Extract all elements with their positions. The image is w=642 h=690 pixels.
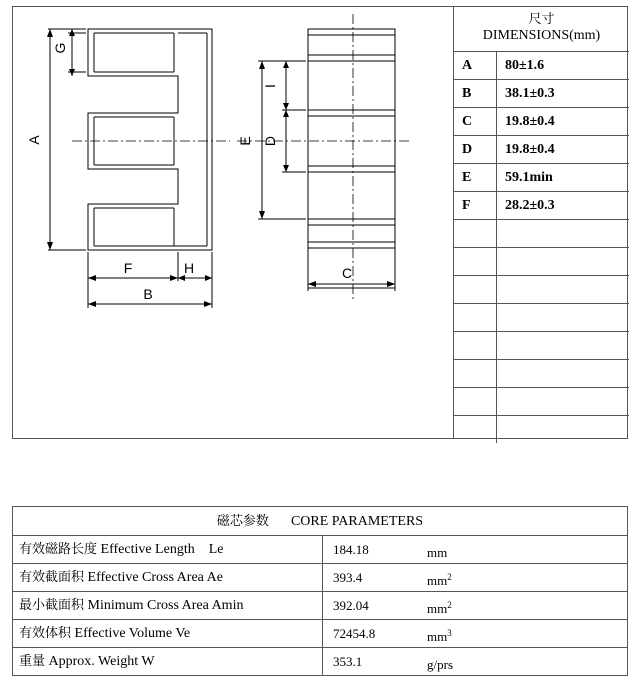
dim-i-arrow-bottom: [283, 103, 289, 110]
core-parameter-label-en: Effective Length Le: [100, 542, 224, 557]
dimension-row: [454, 192, 629, 220]
dimension-row: [454, 304, 629, 332]
dimension-letter: [454, 388, 497, 415]
core-parameter-label: [19, 536, 223, 563]
dimension-value: 38.1±0.3: [505, 86, 555, 101]
core-parameter-value: 72454.8: [333, 626, 376, 641]
core-parameter-label-zh: 最小截面积: [19, 598, 85, 613]
core-parameter-label: [19, 648, 155, 675]
core-parameters-title-zh: 磁芯参数: [216, 514, 269, 529]
dimensions-header: [454, 6, 629, 52]
dimension-row: [454, 416, 629, 444]
dimension-row: [454, 248, 629, 276]
core-parameter-unit-base: mm: [427, 573, 448, 588]
core-parameter-label: [19, 620, 190, 647]
dim-f-arrow-right: [170, 275, 178, 281]
dim-b-label: B: [143, 286, 153, 302]
core-parameter-unit: [427, 592, 452, 622]
dim-h-arrow-right: [205, 275, 212, 281]
core-parameter-label-zh: 有效磁路长度: [19, 542, 98, 557]
dim-b-arrow-left: [88, 301, 96, 307]
dimension-letter: [454, 248, 497, 275]
core-parameter-row: [13, 620, 627, 648]
core-parameters-title: [13, 507, 627, 536]
dim-i-arrow-top: [283, 61, 289, 68]
dimension-row: [454, 164, 629, 192]
core-parameter-value: 393.4: [333, 570, 363, 585]
dim-i-label: I: [262, 84, 278, 88]
dim-c-arrow-left: [308, 281, 316, 287]
column-separator: [322, 564, 323, 591]
column-separator: [322, 620, 323, 647]
core-parameter-label-zh: 有效体积: [19, 626, 72, 641]
dimension-letter: D: [454, 136, 497, 163]
dimensions-table: [453, 6, 628, 439]
dim-f-arrow-left: [88, 275, 96, 281]
dim-e-arrow-top: [259, 61, 265, 69]
dimensions-title-en: DIMENSIONS(mm): [482, 28, 601, 43]
dim-b-arrow-right: [204, 301, 212, 307]
core-parameter-label-zh: 重量: [19, 654, 46, 669]
dimension-letter: A: [454, 52, 497, 79]
side-dimensions: [237, 61, 395, 291]
dimension-row: [454, 80, 629, 108]
dimension-row: [454, 220, 629, 248]
dimension-row: [454, 52, 629, 80]
dim-d-arrow-top: [283, 110, 289, 117]
core-parameter-label: [19, 564, 223, 591]
dimension-row: [454, 388, 629, 416]
core-parameter-row: [13, 592, 627, 620]
dim-e-arrow-bottom: [259, 211, 265, 219]
dimension-value: 19.8±0.4: [505, 114, 555, 129]
core-parameter-label-zh: 有效截面积: [19, 570, 85, 585]
core-parameter-unit-exponent: 3: [447, 628, 452, 638]
dim-e-label: E: [237, 136, 253, 146]
core-parameter-value: 353.1: [333, 654, 363, 669]
column-separator: [322, 648, 323, 675]
dimension-letter: [454, 304, 497, 331]
dimension-letter: E: [454, 164, 497, 191]
dim-a-label: A: [26, 135, 42, 145]
dim-h-label: H: [183, 260, 195, 276]
core-parameter-unit: [427, 564, 452, 594]
dimension-letter: [454, 276, 497, 303]
core-parameters-title-en: CORE PARAMETERS: [290, 514, 424, 529]
core-parameter-unit-base: mm: [427, 545, 448, 560]
core-parameter-label: [19, 592, 243, 619]
dimension-value: 59.1min: [505, 170, 553, 185]
dimension-row: [454, 276, 629, 304]
core-parameter-unit-exponent: 2: [447, 600, 452, 610]
dim-d-arrow-bottom: [283, 165, 289, 172]
dimension-value: 28.2±0.3: [505, 198, 555, 213]
dimension-letter: F: [454, 192, 497, 219]
dim-c-label: C: [341, 265, 353, 281]
dimension-letter: B: [454, 80, 497, 107]
core-parameter-value: 392.04: [333, 598, 369, 613]
core-parameter-unit-base: mm: [427, 629, 448, 644]
core-drawing: [12, 6, 453, 439]
core-parameter-row: [13, 648, 627, 676]
front-view: [72, 29, 230, 250]
core-parameter-row: [13, 536, 627, 564]
core-parameter-label-en: Approx. Weight W: [48, 654, 155, 669]
dim-a-arrow-top: [47, 29, 53, 37]
dim-f-label: F: [123, 260, 133, 276]
core-parameter-unit: [427, 648, 453, 678]
dimension-row: [454, 332, 629, 360]
dimension-letter: C: [454, 108, 497, 135]
dimension-letter: [454, 360, 497, 387]
dim-d-label: D: [262, 135, 278, 147]
core-parameter-label-en: Minimum Cross Area Amin: [87, 598, 244, 613]
column-separator: [322, 592, 323, 619]
dimension-letter: [454, 332, 497, 359]
dim-g-label: G: [52, 42, 68, 54]
column-separator: [322, 536, 323, 563]
dimension-letter: [454, 416, 497, 443]
core-parameter-row: [13, 564, 627, 592]
core-parameter-unit-base: g/prs: [427, 657, 453, 672]
dimension-row: [454, 108, 629, 136]
side-outline: [308, 29, 395, 288]
dimension-row: [454, 360, 629, 388]
dimensions-title-zh: 尺寸: [528, 12, 555, 27]
core-parameter-unit-base: mm: [427, 601, 448, 616]
core-parameter-unit: [427, 620, 452, 650]
core-parameter-unit: [427, 536, 447, 566]
core-outline: [88, 29, 212, 250]
core-parameters-table: [12, 506, 628, 676]
dimension-letter: [454, 220, 497, 247]
dim-a-arrow-bottom: [47, 242, 53, 250]
core-parameter-value: 184.18: [333, 542, 369, 557]
side-view: [237, 14, 410, 302]
core-parameter-unit-exponent: 2: [447, 572, 452, 582]
core-parameter-label-en: Effective Cross Area Ae: [87, 570, 223, 585]
dimension-value: 19.8±0.4: [505, 142, 555, 157]
dimension-value: 80±1.6: [505, 58, 545, 73]
dim-c-arrow-right: [387, 281, 395, 287]
dimension-row: [454, 136, 629, 164]
core-parameter-label-en: Effective Volume Ve: [74, 626, 191, 641]
